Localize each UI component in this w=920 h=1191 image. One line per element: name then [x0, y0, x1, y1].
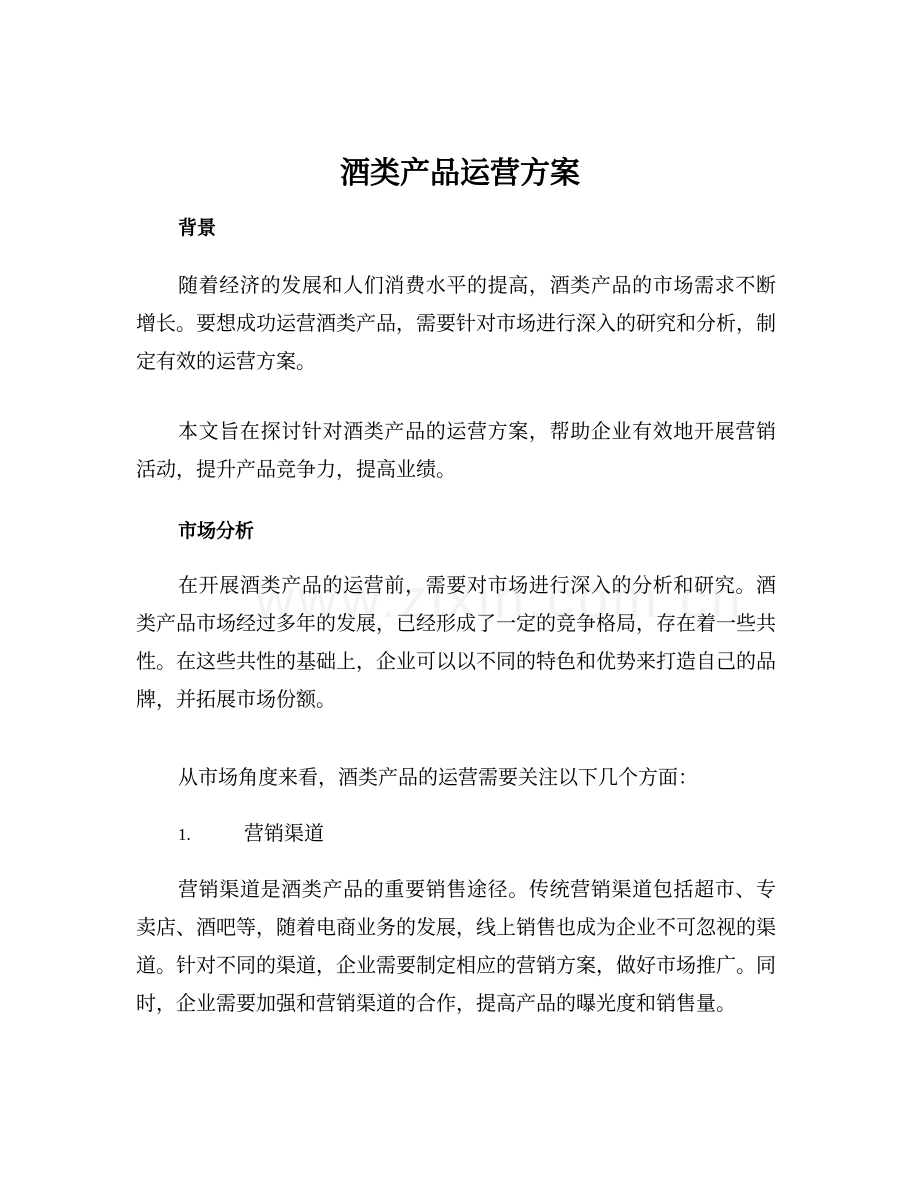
- paragraph: 随着经济的发展和人们消费水平的提高，酒类产品的市场需求不断增长。要想成功运营酒类产品，需要针对市场进行深入的研究和分析，制定有效的运营方案。: [136, 273, 776, 373]
- paragraph: 本文旨在探讨针对酒类产品的运营方案，帮助企业有效地开展营销活动，提升产品竞争力，提高业绩。: [136, 419, 776, 481]
- paragraph: 在开展酒类产品的运营前，需要对市场进行深入的分析和研究。酒类产品市场经过多年的发展，已经形成了一定的竞争格局，存在着一些共性。在这些共性的基础上，企业可以以不同的特色和优势来打造自己的品牌，并拓展市场份额。: [136, 573, 776, 711]
- section-heading-market-analysis: 市场分析: [178, 520, 255, 542]
- list-number: 1.: [178, 825, 191, 844]
- document-title: 酒类产品运营方案: [340, 156, 580, 191]
- list-item: [178, 818, 324, 850]
- list-label: 营销渠道: [244, 821, 324, 845]
- section-heading-background: 背景: [178, 217, 217, 239]
- paragraph: 从市场角度来看，酒类产品的运营需要关注以下几个方面：: [178, 765, 698, 789]
- paragraph: 营销渠道是酒类产品的重要销售途径。传统营销渠道包括超市、专卖店、酒吧等，随着电商业务的发展，线上销售也成为企业不可忽视的渠道。针对不同的渠道，企业需要制定相应的营销方案，做好市场推广。同时，企业需要加强和营销渠道的合作，提高产品的曝光度和销售量。: [136, 877, 776, 1015]
